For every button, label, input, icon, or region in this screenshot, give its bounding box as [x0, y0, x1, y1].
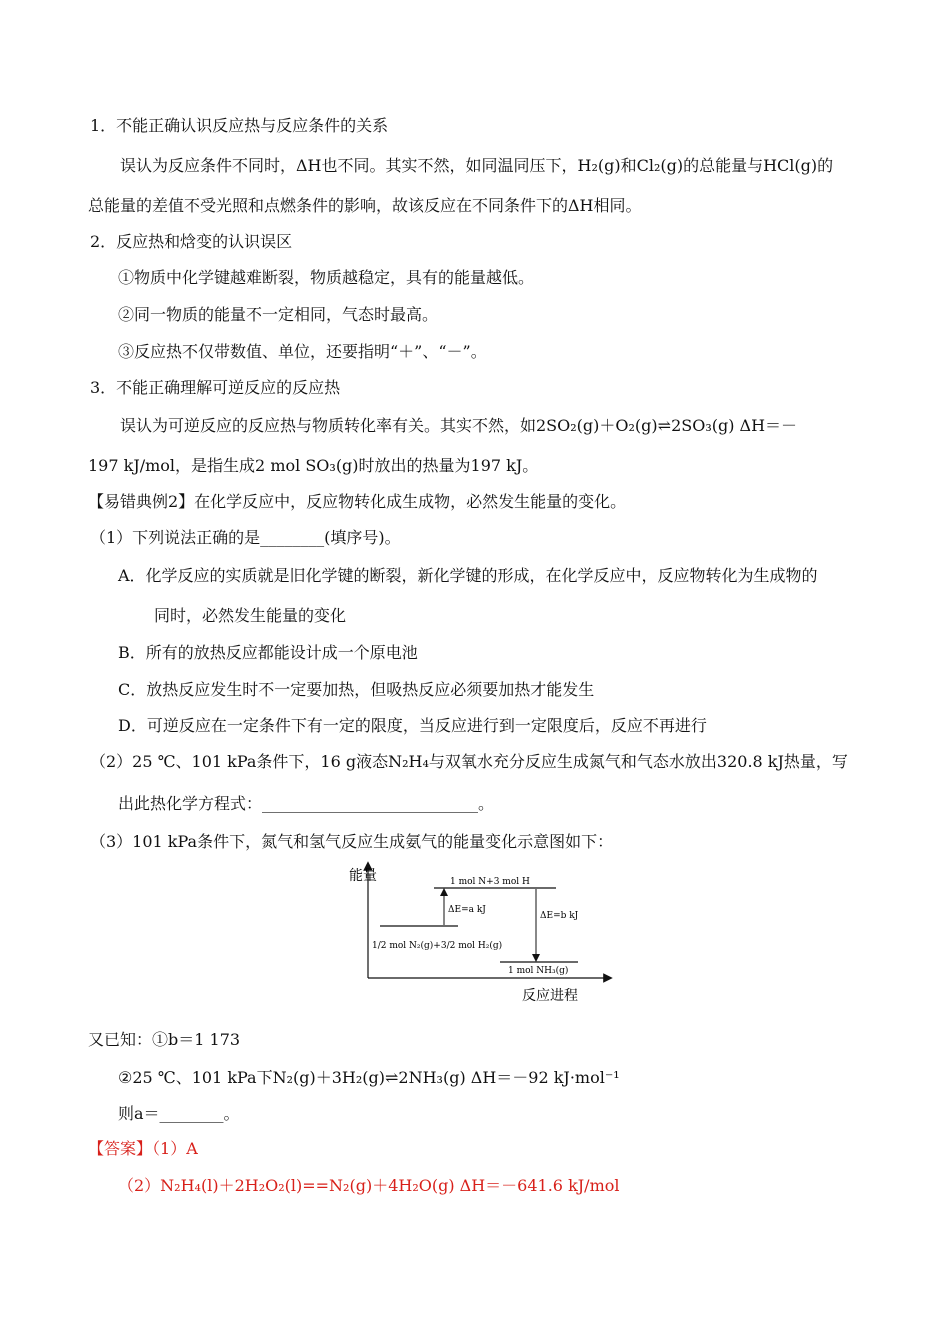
reactant-level-label: 1/2 mol N₂(g)+3/2 mol H₂(g) — [372, 941, 503, 951]
section-3-heading: 3．不能正确理解可逆反应的反应热 — [90, 378, 341, 397]
y-axis-label: 能量 — [349, 868, 377, 884]
section-2-item-3: ③反应热不仅带数值、单位，还要指明“＋”、“－”。 — [118, 342, 487, 361]
option-b: B．所有的放热反应都能设计成一个原电池 — [118, 643, 418, 662]
section-1-text-line-1: 误认为反应条件不同时，ΔH也不同。其实不然，如同温同压下，H₂(g)和Cl₂(g)的总能量与HCl(g)的 — [120, 156, 834, 175]
product-level-label: 1 mol NH₃(g) — [508, 966, 569, 976]
example-title: 【易错典例2】在化学反应中，反应物转化成生成物，必然发生能量的变化。 — [88, 492, 627, 511]
x-axis-label: 反应进程 — [522, 988, 578, 1004]
ask-a-value: 则a＝________。 — [118, 1104, 240, 1123]
section-2-item-1: ①物质中化学键越难断裂，物质越稳定，具有的能量越低。 — [118, 268, 535, 287]
option-a-line-1: A．化学反应的实质就是旧化学键的断裂，新化学键的形成，在化学反应中，反应物转化为生成物的 — [118, 566, 818, 585]
question-2-line-2: 出此热化学方程式：___________________________。 — [118, 794, 495, 813]
answer-1: （1）A — [152, 1139, 198, 1158]
top-level-label: 1 mol N+3 mol H — [450, 877, 530, 887]
section-3-text-line-1: 误认为可逆反应的反应热与物质转化率有关。其实不然，如2SO₂(g)＋O₂(g)⇌2SO₃(g) ΔH＝－ — [120, 416, 798, 435]
question-2-line-1: （2）25 ℃、101 kPa条件下，16 g液态N₂H₄与双氧水充分反应生成氮气和气态水放出320.8 kJ热量，写 — [90, 752, 848, 771]
section-2-heading: 2．反应热和焓变的认识误区 — [90, 232, 293, 251]
option-d: D．可逆反应在一定条件下有一定的限度，当反应进行到一定限度后，反应不再进行 — [118, 716, 707, 735]
delta-a-label: ΔE=a kJ — [448, 905, 486, 915]
option-a-line-2: 同时，必然发生能量的变化 — [154, 606, 347, 625]
section-1-text-line-2: 总能量的差值不受光照和点燃条件的影响，故该反应在不同条件下的ΔH相同。 — [88, 196, 642, 215]
energy-diagram — [340, 860, 620, 1010]
answer-line-1 — [88, 1139, 198, 1159]
question-3: （3）101 kPa条件下，氮气和氢气反应生成氨气的能量变化示意图如下： — [90, 832, 614, 851]
section-1-heading: 1．不能正确认识反应热与反应条件的关系 — [90, 116, 389, 135]
known-condition-1: 又已知：①b＝1 173 — [88, 1030, 241, 1049]
answer-2: （2）N₂H₄(l)＋2H₂O₂(l)==N₂(g)＋4H₂O(g) ΔH＝－641.6 kJ/mol — [118, 1176, 620, 1195]
option-c: C．放热反应发生时不一定要加热，但吸热反应必须要加热才能发生 — [118, 680, 595, 699]
answer-tag: 【答案】 — [88, 1139, 153, 1158]
section-3-text-line-2: 197 kJ/mol，是指生成2 mol SO₃(g)时放出的热量为197 kJ。 — [88, 456, 539, 475]
known-condition-2: ②25 ℃、101 kPa下N₂(g)＋3H₂(g)⇌2NH₃(g) ΔH＝－92 kJ·mol⁻¹ — [118, 1068, 620, 1087]
delta-b-label: ΔE=b kJ — [540, 911, 579, 921]
section-2-item-2: ②同一物质的能量不一定相同，气态时最高。 — [118, 305, 439, 324]
question-1: （1）下列说法正确的是________(填序号)。 — [90, 528, 401, 547]
